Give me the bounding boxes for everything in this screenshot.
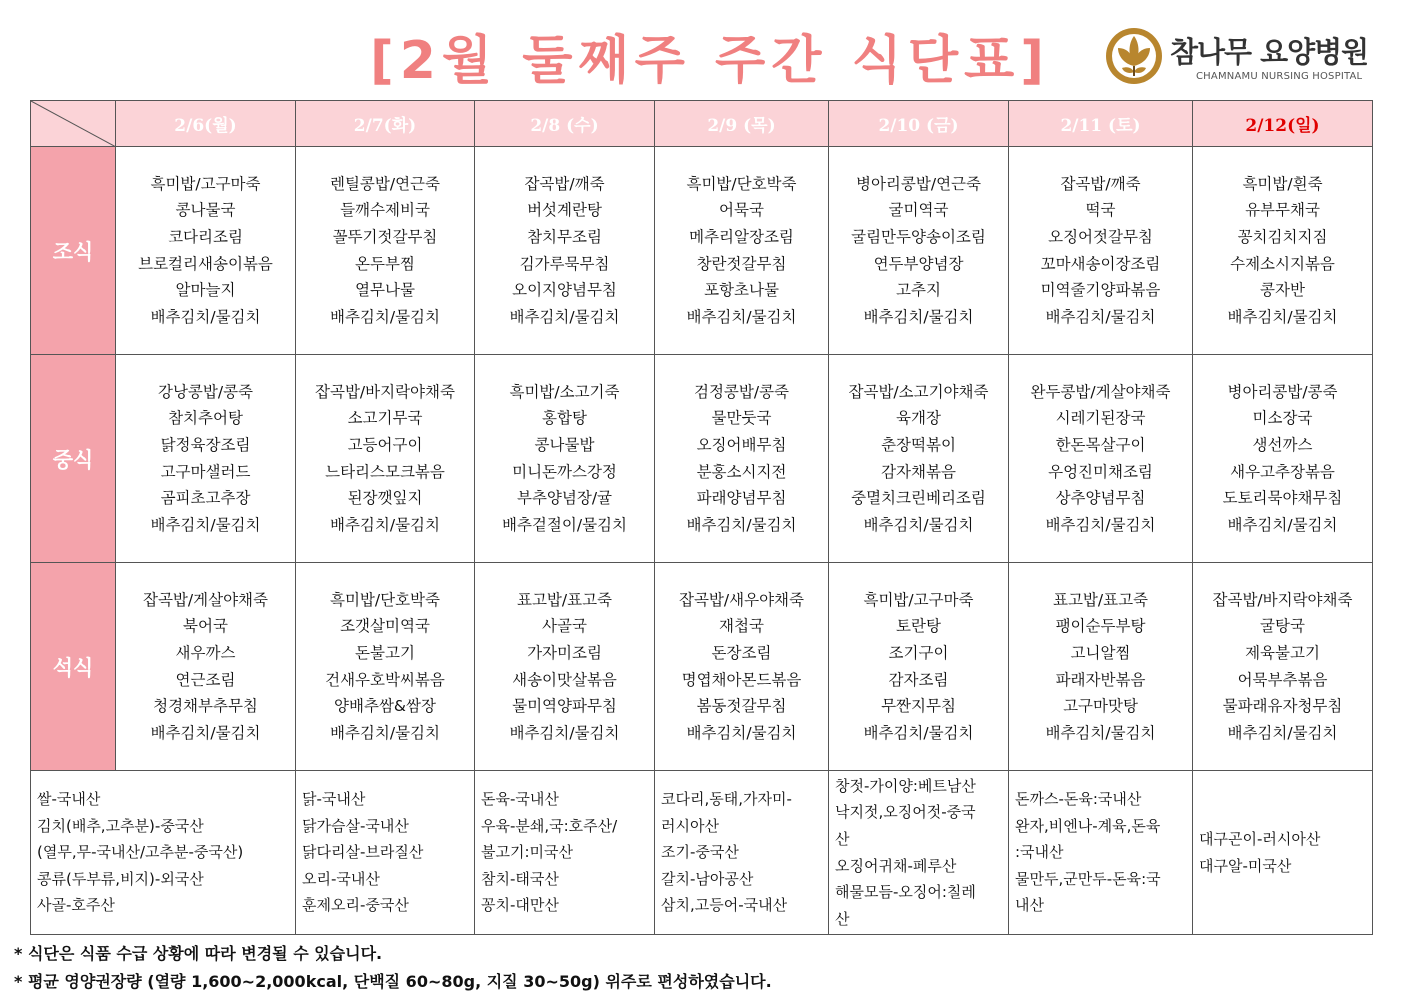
origin-line: 돈육-국내산 [481,790,559,809]
menu-item: 배추김치/물김치 [863,723,974,742]
hospital-name: 참나무 요양병원 [1170,35,1369,69]
menu-item: 배추김치/물김치 [329,515,441,534]
menu-item: 들깨수제비국 [340,201,430,220]
page-title: [2월 둘째주 주간 식단표] [369,31,1051,91]
menu-item: 연두부양념장 [873,254,964,273]
menu-item: 봄동젓갈무침 [696,697,787,716]
origin-cell [655,771,829,935]
menu-item: 오징어젓갈무침 [1048,227,1153,246]
breakfast-row [31,147,1373,355]
menu-item: 사골국 [542,617,587,636]
origin-line: 대구알-미국산 [1199,856,1292,875]
menu-item: 메추리알장조림 [689,227,794,246]
hospital-logo [1104,26,1374,90]
day-header: 2/7(화) [296,101,475,147]
corner-cell [31,101,116,147]
menu-item: 버섯계란탕 [527,201,602,220]
menu-item: 조갯살미역국 [340,617,430,636]
menu-item: 배추김치/물김치 [686,723,797,742]
menu-cell [655,563,829,771]
menu-cell [655,147,829,355]
menu-item: 배추김치/물김치 [1045,723,1156,742]
menu-cell [1009,355,1193,563]
menu-item: 완두콩밥/게살야채죽 [1030,382,1171,401]
origin-line: 우육-분쇄,국:호주산/ [481,816,618,835]
menu-item: 잡곡밥/바지락야채죽 [1212,590,1353,609]
menu-cell [1009,563,1193,771]
origin-line: (열무,무-국내산/고추분-중국산) [37,843,244,862]
menu-item: 감자조림 [888,670,949,689]
origin-line: 창젓-가이양:베트남산 [835,776,976,795]
meal-label: 중식 [31,355,116,563]
footnote: * 평균 영양권장량 (열량 1,600~2,000kcal, 단백질 60~80g, 지질 30~50g) 위주로 편성하였습니다. [14,972,772,991]
menu-item: 청경채부추무침 [153,697,258,716]
meal-label: 조식 [31,147,116,355]
origin-cell [31,771,296,935]
menu-item: 우엉진미채조림 [1048,462,1153,481]
origin-line: 물만두,군만두-돈육:국 [1015,869,1161,888]
menu-item: 된장깻잎지 [347,489,423,508]
menu-item: 새송이맛살볶음 [512,670,617,689]
origin-line: 오리-국내산 [302,869,380,888]
menu-item: 흑미밥/단호박죽 [686,174,797,193]
menu-cell [1193,147,1373,355]
menu-item: 콩자반 [1260,281,1305,300]
menu-item: 파래자반볶음 [1055,670,1146,689]
menu-item: 고구마맛탕 [1063,697,1138,716]
menu-item: 코다리조림 [168,227,243,246]
menu-cell [296,147,475,355]
menu-item: 김가루묵무침 [519,254,610,273]
origin-line: 갈치-남아공산 [661,869,754,888]
menu-item: 분홍소시지전 [696,462,787,481]
menu-item: 흑미밥/고구마죽 [863,590,974,609]
day-header: 2/11 (토) [1009,101,1193,147]
menu-item: 배추김치/물김치 [1045,515,1156,534]
menu-item: 병아리콩밥/연근죽 [855,174,981,193]
menu-item: 수제소시지볶음 [1230,254,1335,273]
menu-item: 잡곡밥/게살야채죽 [142,590,268,609]
menu-item: 배추김치/물김치 [863,515,974,534]
menu-item: 배추김치/물김치 [1227,515,1338,534]
origin-info-row [31,771,1373,935]
dinner-row [31,563,1373,771]
menu-item: 배추김치/물김치 [329,723,441,742]
menu-item: 배추김치/물김치 [1227,307,1338,326]
origin-line: 삼치,고등어-국내산 [661,896,788,915]
day-header: 2/8 (수) [475,101,655,147]
menu-item: 어묵국 [719,201,764,220]
origin-line: 불고기:미국산 [481,843,573,862]
menu-item: 배추김치/물김치 [150,723,261,742]
menu-item: 표고밥/표고죽 [516,590,613,609]
origin-line: 돈까스-돈육:국내산 [1015,790,1142,809]
hospital-english-name: CHAMNAMU NURSING HOSPITAL [1196,71,1363,82]
menu-cell [655,355,829,563]
menu-item: 렌틸콩밥/연근죽 [329,174,441,193]
weekly-menu-table [30,100,1373,935]
menu-item: 물미역양파무침 [512,697,617,716]
menu-item: 배추김치/물김치 [686,515,797,534]
menu-item: 콩나물국 [175,201,236,220]
menu-item: 연근조림 [175,670,236,689]
menu-item: 고등어구이 [347,435,423,454]
menu-item: 강낭콩밥/콩죽 [157,382,254,401]
origin-line: 산 [835,909,850,928]
menu-cell [116,563,296,771]
menu-item: 콩나물밥 [534,435,595,454]
menu-item: 미소장국 [1252,409,1313,428]
menu-item: 부추양념장/귤 [516,489,613,508]
menu-item: 배추겉절이/물김치 [501,515,627,534]
menu-item: 잡곡밥/바지락야채죽 [315,382,455,401]
menu-item: 닭정육장조림 [160,435,251,454]
menu-item: 검정콩밥/콩죽 [693,382,790,401]
origin-line: 내산 [1015,896,1044,915]
menu-item: 잡곡밥/깨죽 [1060,174,1141,193]
origin-cell [829,771,1009,935]
menu-item: 참치추어탕 [168,409,243,428]
menu-item: 상추양념무침 [1055,489,1146,508]
menu-item: 온두부찜 [355,254,415,273]
origin-line: 참치-태국산 [481,869,559,888]
menu-item: 잡곡밥/소고기야채죽 [848,382,989,401]
origin-line: 김치(배추,고추분)-중국산 [37,816,204,835]
menu-item: 배추김치/물김치 [863,307,974,326]
origin-line: 훈제오리-중국산 [302,896,409,915]
origin-line: 조기-중국산 [661,843,739,862]
origin-line: 해물모듬-오징어:칠레 [835,883,976,902]
menu-item: 열무나물 [355,281,415,300]
menu-item: 미니돈까스강정 [512,462,617,481]
origin-cell [1009,771,1193,935]
menu-item: 꽁치김치지짐 [1237,227,1328,246]
day-header: 2/9 (목) [655,101,829,147]
menu-cell [475,563,655,771]
origin-line: 닭-국내산 [302,790,366,809]
origin-line: 쌀-국내산 [37,790,101,809]
menu-item: 잡곡밥/새우야채죽 [678,590,804,609]
origin-line: :국내산 [1015,843,1064,862]
menu-item: 파래양념무침 [696,489,787,508]
day-header: 2/10 (금) [829,101,1009,147]
menu-item: 새우고추장볶음 [1230,462,1335,481]
origin-line: 오징어귀채-페루산 [835,856,957,875]
menu-item: 곰피초고추장 [160,489,251,508]
menu-item: 건새우호박씨볶음 [325,670,445,689]
footnotes [14,940,772,996]
menu-item: 배추김치/물김치 [509,723,620,742]
origin-line: 대구곤이-러시아산 [1199,829,1321,848]
origin-line: 러시아산 [661,816,719,835]
menu-item: 고추지 [896,281,941,300]
menu-item: 떡국 [1085,201,1116,220]
menu-cell [296,563,475,771]
origin-cell [296,771,475,935]
menu-item: 물파래유자청무침 [1222,697,1343,716]
menu-item: 흑미밥/단호박죽 [329,590,441,609]
diagonal-line [31,101,116,147]
menu-item: 오이지양념무침 [512,281,617,300]
menu-item: 생선까스 [1252,435,1313,454]
menu-item: 오징어배무침 [696,435,787,454]
menu-item: 팽이순두부탕 [1055,617,1146,636]
menu-item: 한돈목살구이 [1055,435,1146,454]
origin-cell [475,771,655,935]
day-header: 2/6(월) [116,101,296,147]
menu-item: 어묵부추볶음 [1237,670,1328,689]
menu-item: 조기구이 [888,643,949,662]
menu-item: 재첩국 [719,617,764,636]
menu-cell [296,355,475,563]
lunch-row [31,355,1373,563]
menu-item: 알마늘지 [175,281,236,300]
menu-item: 배추김치/물김치 [150,515,261,534]
meal-label: 석식 [31,563,116,771]
menu-item: 배추김치/물김치 [509,307,620,326]
menu-item: 무짠지무침 [881,697,956,716]
menu-item: 고구마샐러드 [160,462,251,481]
menu-cell [116,147,296,355]
origin-line: 낙지젓,오징어젓-중국 [835,803,976,822]
menu-item: 명엽채아몬드볶음 [681,670,802,689]
menu-item: 양배추쌈&쌈장 [334,697,436,716]
menu-item: 포항초나물 [704,281,779,300]
menu-cell [829,563,1009,771]
menu-item: 흑미밥/고구마죽 [150,174,261,193]
menu-item: 굴미역국 [888,201,949,220]
origin-line: 코다리,동태,가자미- [661,790,792,809]
menu-item: 느타리스모크볶음 [325,462,445,481]
menu-item: 병아리콩밥/콩죽 [1227,382,1338,401]
menu-item: 배추김치/물김치 [1227,723,1338,742]
menu-item: 도토리묵야채무침 [1222,489,1343,508]
menu-item: 미역줄기양파볶음 [1040,281,1161,300]
menu-cell [829,147,1009,355]
menu-item: 돈불고기 [355,643,415,662]
menu-cell [829,355,1009,563]
menu-item: 새우까스 [175,643,236,662]
menu-item: 고니알찜 [1070,643,1131,662]
origin-line: 콩류(두부류,비지)-외국산 [37,869,204,888]
menu-item: 브로컬리새송이볶음 [138,254,273,273]
origin-line: 산 [835,829,850,848]
origin-cell [1193,771,1373,935]
menu-cell [1193,355,1373,563]
menu-item: 굴탕국 [1260,617,1305,636]
menu-item: 토란탕 [896,617,941,636]
menu-item: 표고밥/표고죽 [1052,590,1149,609]
menu-item: 흑미밥/소고기죽 [509,382,620,401]
leaf-emblem-icon [1104,26,1164,86]
menu-item: 가자미조림 [527,643,602,662]
menu-cell [475,355,655,563]
menu-item: 춘장떡볶이 [881,435,956,454]
menu-item: 배추김치/물김치 [150,307,261,326]
menu-item: 흑미밥/흰죽 [1242,174,1323,193]
menu-item: 배추김치/물김치 [1045,307,1156,326]
menu-item: 꼴뚜기젓갈무침 [332,227,438,246]
menu-item: 제육불고기 [1245,643,1320,662]
menu-item: 중멸치크린베리조림 [851,489,986,508]
menu-item: 돈장조림 [711,643,772,662]
menu-item: 물만둣국 [711,409,772,428]
footnote: * 식단은 식품 수급 상황에 따라 변경될 수 있습니다. [14,944,383,963]
menu-cell [475,147,655,355]
menu-item: 북어국 [183,617,228,636]
origin-line: 꽁치-대만산 [481,896,559,915]
menu-item: 육개장 [896,409,941,428]
menu-cell [1009,147,1193,355]
menu-item: 유부무채국 [1245,201,1320,220]
origin-line: 완자,비엔나-계육,돈육 [1015,816,1161,835]
menu-item: 창란젓갈무침 [696,254,787,273]
menu-cell [116,355,296,563]
menu-item: 홍합탕 [542,409,587,428]
menu-item: 소고기무국 [347,409,423,428]
origin-line: 닭다리살-브라질산 [302,843,424,862]
menu-item: 참치무조림 [527,227,602,246]
origin-line: 사골-호주산 [37,896,115,915]
menu-item: 굴림만두양송이조림 [851,227,986,246]
date-header-row [31,101,1373,147]
menu-item: 감자채볶음 [881,462,956,481]
menu-item: 배추김치/물김치 [329,307,441,326]
menu-cell [1193,563,1373,771]
menu-item: 꼬마새송이장조림 [1040,254,1161,273]
day-header-sunday: 2/12(일) [1193,101,1373,147]
origin-line: 닭가슴살-국내산 [302,816,409,835]
menu-item: 시레기된장국 [1055,409,1146,428]
menu-item: 잡곡밥/깨죽 [524,174,605,193]
menu-item: 배추김치/물김치 [686,307,797,326]
